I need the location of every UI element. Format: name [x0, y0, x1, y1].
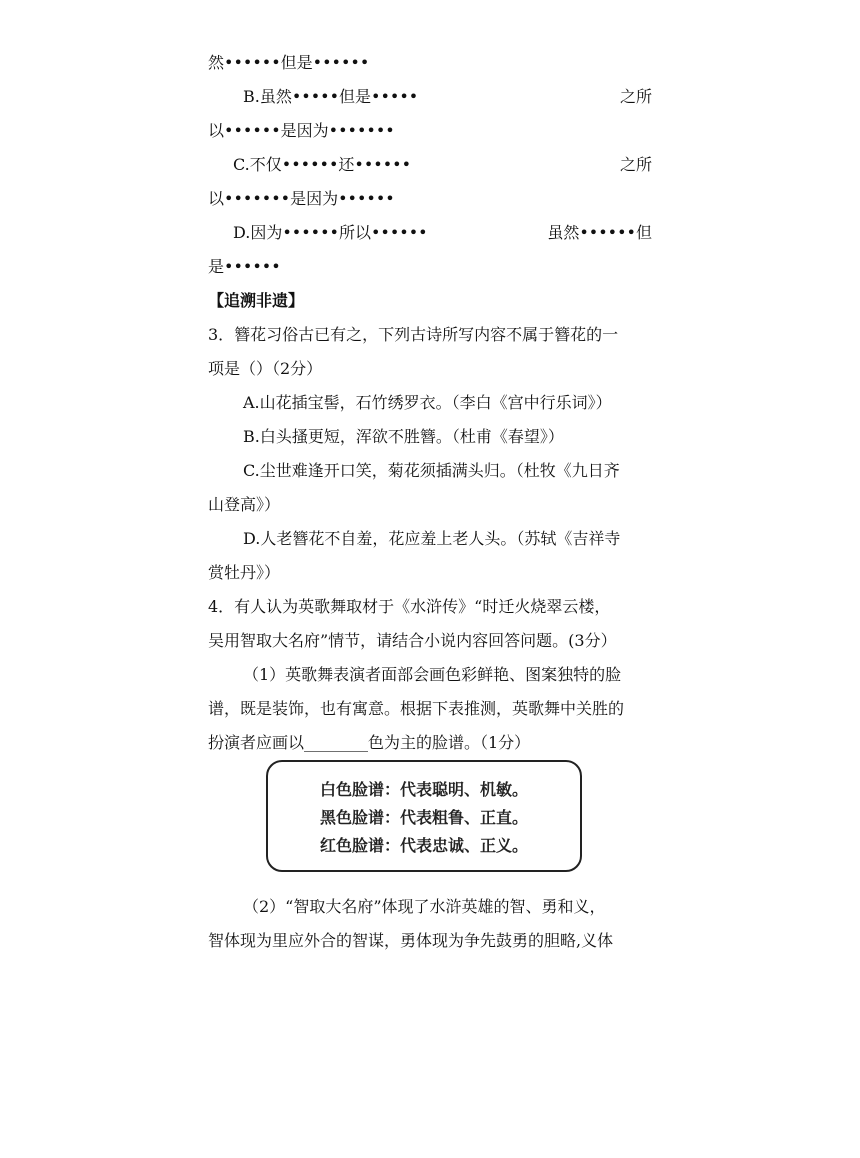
q3-option-c-line1: C.尘世难逢开口笑，菊花须插满头归。（杜牧《九日齐 [243, 461, 620, 480]
option-d [233, 216, 652, 250]
section-heading: 【追溯非遗】 [208, 291, 305, 310]
table-row-black: 黑色脸谱：代表粗鲁、正直。 [319, 808, 528, 827]
option-b-continuation: 以••••••是因为••••••• [208, 121, 395, 140]
option-c-continuation: 以•••••••是因为•••••• [208, 189, 395, 208]
q3-stem-line1: 3．簪花习俗古已有之，下列古诗所写内容不属于簪花的一 [208, 325, 619, 344]
option-d-right-text: 虽然••••••但 [547, 223, 652, 242]
table-row-white: 白色脸谱：代表聪明、机敏。 [319, 780, 528, 799]
q4-part2-line2: 智体现为里应外合的智谋，勇体现为争先鼓勇的胆略,义体 [208, 931, 614, 950]
option-b [243, 80, 652, 114]
q4-stem-line2: 吴用智取大名府”情节，请结合小说内容回答问题。(3分） [208, 631, 617, 650]
q3-option-a: A.山花插宝髻，石竹绣罗衣。（李白《宫中行乐词》） [243, 393, 612, 412]
q3-option-b: B.白头搔更短，浑欲不胜簪。（杜甫《春望》） [243, 427, 564, 446]
table-row-red: 红色脸谱：代表忠诚、正义。 [319, 836, 528, 855]
option-c-right-text: 之所 [619, 155, 652, 174]
q4-part2-line1: （2）“智取大名府”体现了水浒英雄的智、勇和义， [243, 897, 606, 916]
option-a-continuation: 然••••••但是•••••• [208, 53, 370, 72]
q3-option-d-line1: D.人老簪花不自羞，花应羞上老人头。（苏轼《吉祥寺 [243, 529, 621, 548]
option-d-continuation: 是•••••• [208, 257, 281, 276]
q4-stem-line1: 4．有人认为英歌舞取材于《水浒传》“时迁火烧翠云楼， [208, 597, 611, 616]
q4-part1-line3: 扮演者应画以________色为主的脸谱。（1分） [208, 733, 531, 752]
q4-part1-line1: （1）英歌舞表演者面部会画色彩鲜艳、图案独特的脸 [243, 665, 622, 684]
option-d-text: D.因为••••••所以•••••• [233, 223, 428, 242]
q3-option-c-line2: 山登高》） [208, 495, 281, 514]
option-c-text: C.不仅••••••还•••••• [233, 155, 412, 174]
option-b-text: B.虽然•••••但是••••• [243, 87, 419, 106]
face-paint-table [266, 760, 582, 872]
q3-option-d-line2: 赏牡丹》） [208, 563, 281, 582]
q3-stem-line2: 项是（）（2分） [208, 359, 323, 378]
option-b-right-text: 之所 [619, 87, 652, 106]
option-c [233, 148, 652, 182]
q4-part1-line2: 谱，既是装饰，也有寓意。根据下表推测，英歌舞中关胜的 [208, 699, 625, 718]
